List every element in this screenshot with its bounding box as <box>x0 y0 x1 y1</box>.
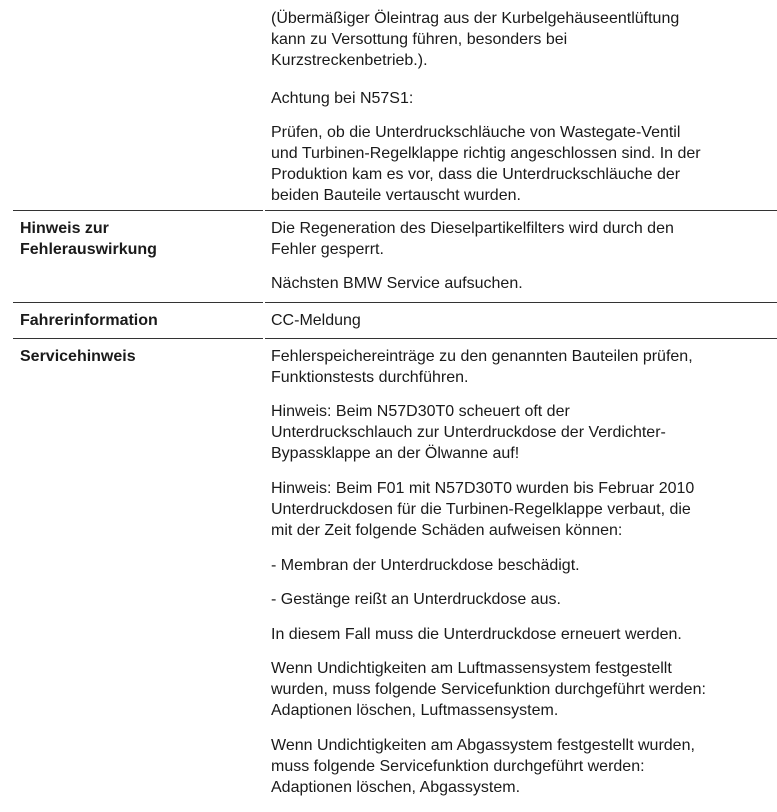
paragraph: Wenn Undichtigkeiten am Luftmassensystem festgestellt wurden, muss folgende Servicefunktion durchgeführt werden: Adaptionen löschen, Luftmassensystem. <box>271 660 706 719</box>
row-divider <box>13 338 263 339</box>
paragraph: Hinweis: Beim F01 mit N57D30T0 wurden bis Februar 2010 Unterdruckdosen für die Turbinen-Regelklappe verbaut, die mit der Zeit folgende Schäden aufweisen können: <box>271 480 695 539</box>
row-divider <box>265 302 777 303</box>
paragraph: Wenn Undichtigkeiten am Abgassystem festgestellt wurden, muss folgende Servicefunktion durchgeführt werden: Adaptionen löschen, Abgassystem. <box>271 737 695 796</box>
row-label: Fahrerinformation <box>20 312 158 329</box>
paragraph: - Gestänge reißt an Unterdruckdose aus. <box>271 591 561 608</box>
paragraph: - Membran der Unterdruckdose beschädigt. <box>271 557 580 574</box>
row-divider <box>265 338 777 339</box>
row-label: Hinweis zur Fehlerauswirkung <box>20 220 157 258</box>
row-divider <box>13 210 263 211</box>
row-divider <box>265 210 777 211</box>
paragraph: (Übermäßiger Öleintrag aus der Kurbelgehäuseentlüftung kann zu Versottung führen, besonders bei Kurzstreckenbetrieb.). <box>271 10 680 69</box>
paragraph: In diesem Fall muss die Unterdruckdose erneuert werden. <box>271 626 682 643</box>
paragraph: Hinweis: Beim N57D30T0 scheuert oft der Unterdruckschlauch zur Unterdruckdose der Verdichter- Bypassklappe an der Ölwanne auf! <box>271 403 666 462</box>
paragraph: Nächsten BMW Service aufsuchen. <box>271 275 523 292</box>
paragraph: Fehlerspeichereinträge zu den genannten Bauteilen prüfen, Funktionstests durchführen. <box>271 348 693 386</box>
row-divider <box>13 302 263 303</box>
paragraph: Prüfen, ob die Unterdruckschläuche von Wastegate-Ventil und Turbinen-Regelklappe richtig angeschlossen sind. In der Produktion kam es vor, dass die Unterdruckschläuche der beiden Bauteile vertauscht wurden. <box>271 124 701 204</box>
row-label: Servicehinweis <box>20 348 136 365</box>
paragraph: Die Regeneration des Dieselpartikelfilters wird durch den Fehler gesperrt. <box>271 220 674 258</box>
paragraph: Achtung bei N57S1: <box>271 90 414 107</box>
paragraph: CC-Meldung <box>271 312 361 329</box>
